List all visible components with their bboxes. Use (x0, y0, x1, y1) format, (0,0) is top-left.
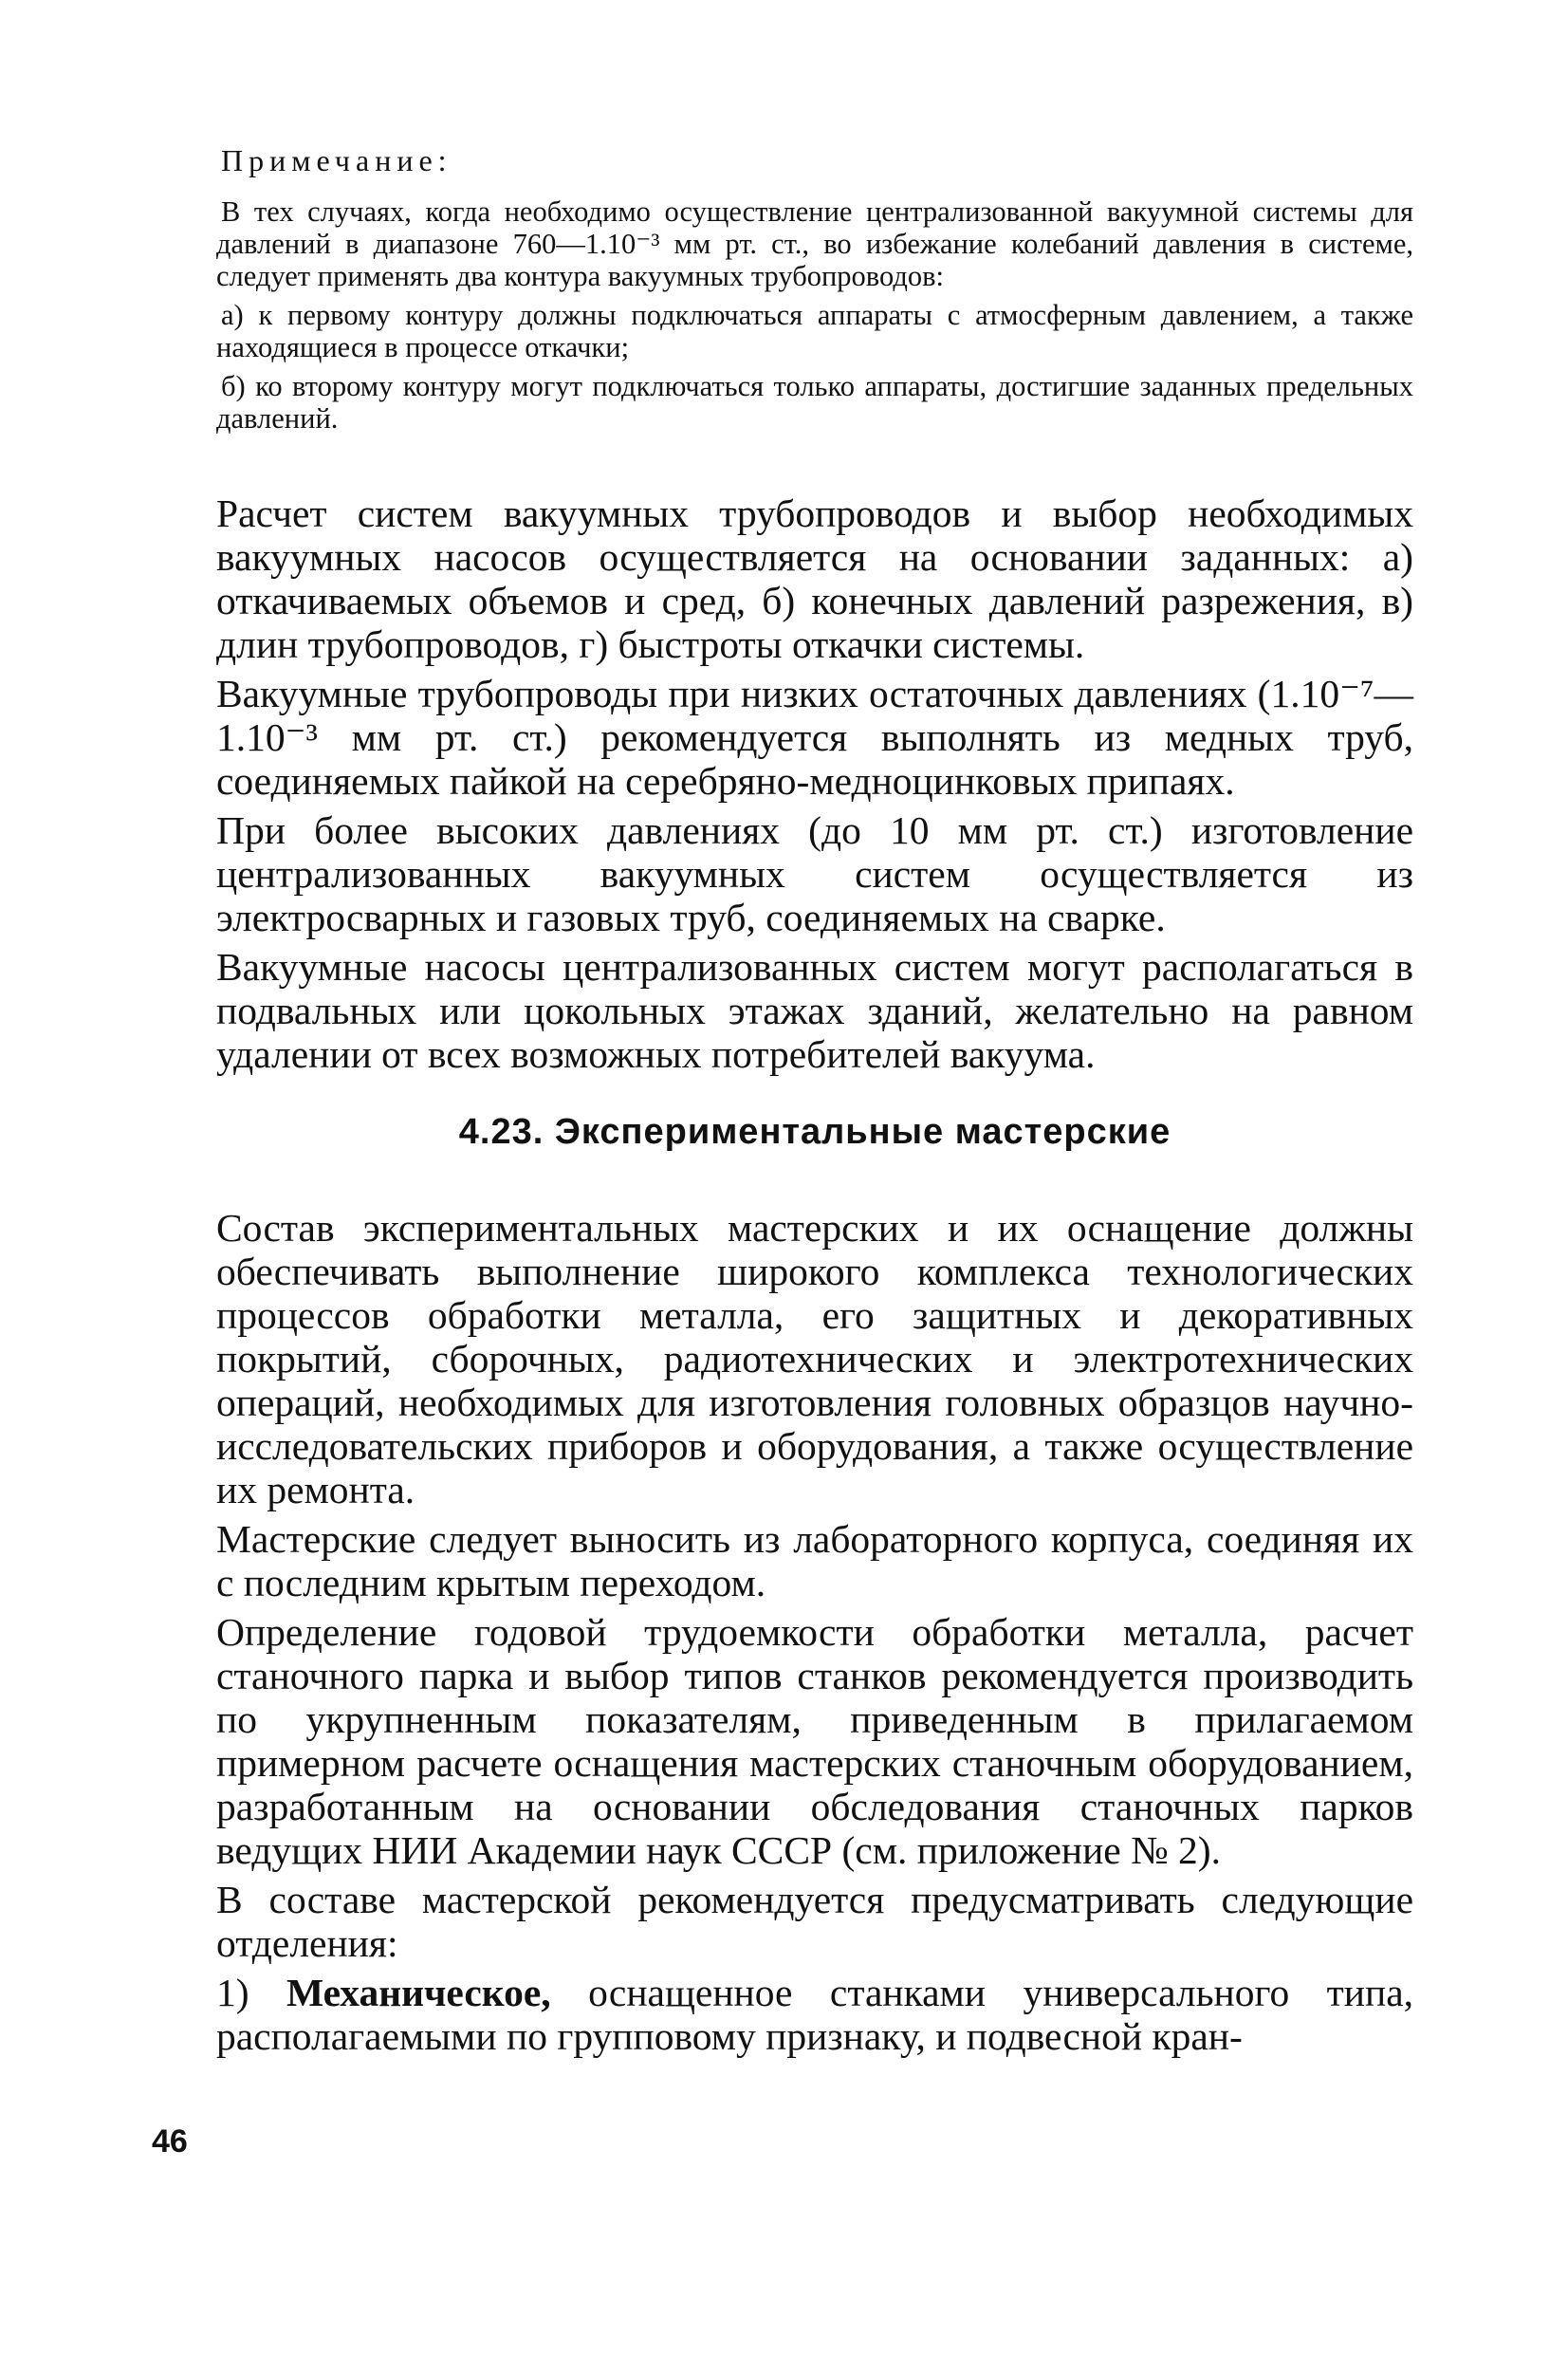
body-paragraph-2: Вакуумные трубопроводы при низких остаточных давлениях (1.10⁻⁷—1.10⁻³ мм рт. ст.) рекомендуется выполнять из медных труб, соединяемых пайкой на серебряно-медноцинковых припаях. (216, 672, 1413, 804)
section-paragraph-4: В составе мастерской рекомендуется предусматривать следующие отделения: (216, 1878, 1413, 1966)
note-paragraph-1: В тех случаях, когда необходимо осуществление централизованной вакуумной системы для давлений в диапазоне 760—1.10⁻³ мм рт. ст., во избежание колебаний давления в системе, следует применять два контура вакуумных трубопроводов: (216, 195, 1413, 293)
section-paragraph-5 (216, 1971, 1413, 2058)
note-paragraph-2: а) к первому контуру должны подключаться аппараты с атмосферным давлением, а также находящиеся в процессе откачки; (216, 299, 1413, 364)
page-number: 46 (152, 2123, 188, 2159)
section-title: 4.23. Экспериментальные мастерские (458, 1112, 1171, 1153)
body-paragraph-1: Расчет систем вакуумных трубопроводов и выбор необходимых вакуумных насосов осуществляется на основании заданных: а) откачиваемых объемов и сред, б) конечных давлений разрежения, в) длин трубопроводов, г) быстроты откачки системы. (216, 491, 1413, 667)
list-marker: 1) (216, 1971, 287, 2015)
body-paragraph-4: Вакуумные насосы централизованных систем могут располагаться в подвальных или цокольных этажах зданий, желательно на равном удалении от всех возможных потребителей вакуума. (216, 945, 1413, 1077)
section-paragraph-2: Мастерские следует выносить из лабораторного корпуса, соединяя их с последним крытым переходом. (216, 1517, 1413, 1605)
page-content (216, 142, 1413, 2058)
department-description: оснащенное станками универсального типа, располагаемыми по групповому признаку, и подвесной кран- (216, 1971, 1413, 2059)
section-paragraph-3: Определение годовой трудоемкости обработки металла, расчет станочного парка и выбор типов станков рекомендуется производить по укрупненным показателям, приведенным в прилагаемом примерном расчете оснащения мастерских станочным оборудованием, разработанным на основании обследования станочных парков ведущих НИИ Академии наук СССР (см. приложение № 2). (216, 1610, 1413, 1873)
note-heading: Примечание: (221, 143, 452, 177)
department-name: Механическое, (286, 1971, 551, 2015)
body-paragraph-3: При более высоких давлениях (до 10 мм рт. ст.) изготовление централизованных вакуумных систем осуществляется из электросварных и газовых труб, соединяемых на сварке. (216, 808, 1413, 940)
note-block (216, 142, 1413, 435)
note-paragraph-3: б) ко второму контуру могут подключаться только аппараты, достигшие заданных предельных давлений. (216, 370, 1413, 436)
section-paragraph-1: Состав экспериментальных мастерских и их оснащение должны обеспечивать выполнение широкого комплекса технологических процессов обработки металла, его защитных и декоративных покрытий, сборочных, радиотехнических и электротехнических операций, необходимых для изготовления головных образцов научно-исследовательских приборов и оборудования, а также осуществление их ремонта. (216, 1206, 1413, 1512)
